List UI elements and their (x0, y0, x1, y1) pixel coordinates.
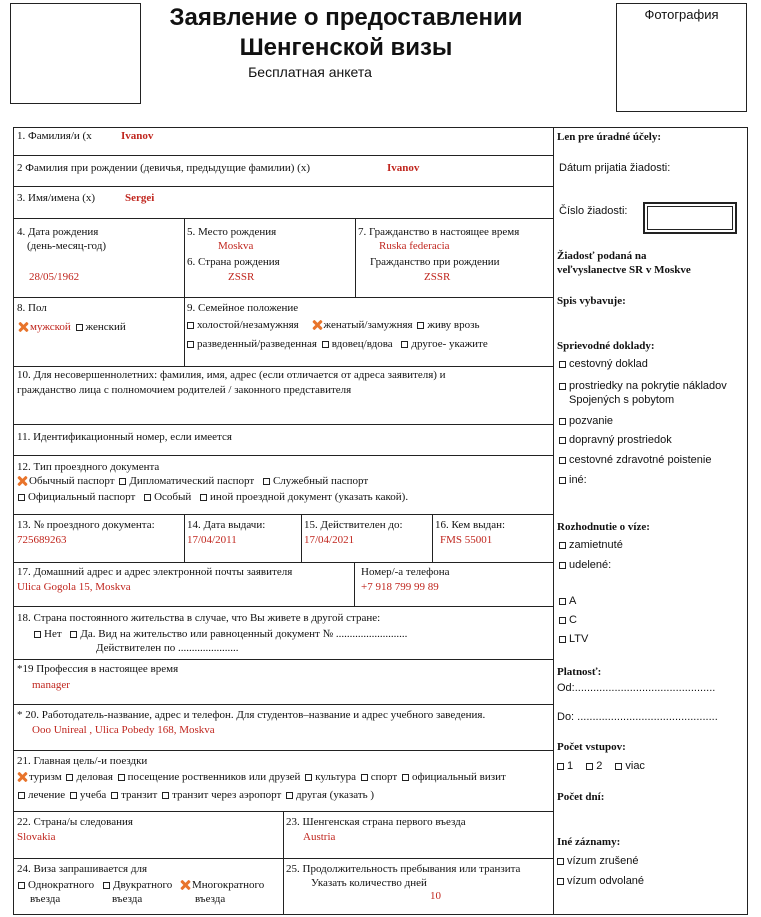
home-address-value[interactable]: Ulica Gogola 15, Moskva (17, 581, 131, 593)
doc-insurance-checkbox[interactable] (559, 457, 566, 464)
official-entries-options: 1 2 viac (555, 760, 645, 773)
birth-country-value[interactable]: ZSSR (228, 271, 255, 283)
marital-single-checkbox[interactable] (187, 322, 194, 329)
purpose-other-checkbox[interactable] (286, 792, 293, 799)
marital-widowed-label: вдовец/вдова (331, 338, 393, 350)
marital-married-checked[interactable] (312, 320, 322, 330)
official-decision-title: Rozhodnutie o víze: (557, 521, 650, 533)
doc-number-label: 13. № проездного документа: (17, 519, 155, 531)
employer-label: * 20. Работодатель-название, адрес и телефон. Для студентов–название и адрес учебного заведения. (17, 709, 486, 721)
purpose-transit-checkbox[interactable] (111, 792, 118, 799)
official-dec-2: udelené: (557, 559, 611, 572)
doc-other-official-checkbox[interactable] (559, 477, 566, 484)
official-entries-title: Počet vstupov: (557, 741, 626, 753)
official-doc-3: pozvanie (557, 415, 613, 428)
issued-by-value[interactable]: FMS 55001 (440, 534, 493, 546)
doc-official-checkbox[interactable] (18, 494, 25, 501)
purpose-study-label: учеба (79, 789, 107, 801)
doc-transport-checkbox[interactable] (559, 437, 566, 444)
doc-service-checkbox[interactable] (263, 478, 270, 485)
doc-special-label: Особый (154, 491, 192, 503)
purpose-visit-checkbox[interactable] (118, 774, 125, 781)
doc-diplomatic-checkbox[interactable] (119, 478, 126, 485)
minor-guardian-label-1: 10. Для несовершеннолетних: фамилия, имя, адрес (если отличается от адреса заявителя) и (17, 369, 446, 381)
residence-no-label: Нет (44, 628, 62, 640)
purpose-business-label: деловая (76, 771, 113, 783)
residence-label: 18. Страна постоянного жительства в случае, что Вы живете в другой стране: (17, 612, 381, 624)
minor-guardian-label-2: гражданство лица с полномочием родителей / законного представителя (17, 384, 352, 396)
entry-multiple-word: въезда (195, 893, 226, 905)
official-validity: Platnosť: (557, 666, 602, 678)
residence-no-checkbox[interactable] (34, 631, 41, 638)
issue-date-label: 14. Дата выдачи: (187, 519, 266, 531)
marital-row1 (185, 319, 480, 332)
purpose-transit-label: транзит (121, 789, 158, 801)
purpose-other-label: другая (указать ) (296, 789, 375, 801)
trip-purpose-row1 (16, 771, 506, 784)
purpose-sport-checkbox[interactable] (361, 774, 368, 781)
doc-invitation-checkbox[interactable] (559, 418, 566, 425)
official-doc-6: iné: (557, 474, 587, 487)
official-title: Len pre úradné účely: (557, 131, 661, 143)
first-entry-label: 23. Шенгенская страна первого въезда (286, 816, 466, 828)
doc-means-checkbox[interactable] (559, 383, 566, 390)
valid-until-value[interactable]: 17/04/2021 (304, 534, 355, 546)
official-app-number: Číslo žiadosti: (559, 205, 628, 217)
page-title-line2: Шенгенской визы (239, 34, 453, 61)
purpose-medical-label: лечение (28, 789, 66, 801)
surname-label: 1. Фамилия/и (x (17, 130, 92, 142)
photo-label: Фотография (644, 7, 719, 22)
sex-male-label: мужской (30, 321, 71, 333)
entries-many-checkbox[interactable] (615, 763, 622, 770)
stay-duration-label: 25. Продолжительность пребывания или транзита (286, 863, 521, 875)
purpose-study-checkbox[interactable] (70, 792, 77, 799)
doc-ordinary-label: Обычный паспорт (29, 475, 115, 487)
purpose-tourism-label: туризм (29, 771, 62, 783)
official-type-a: A (557, 595, 576, 608)
official-submitted-2: veľvyslanectve SR v Moskve (557, 264, 691, 276)
birth-date-value[interactable]: 28/05/1962 (29, 271, 80, 283)
trip-purpose-row2 (16, 789, 374, 802)
official-doc-2: prostriedky na pokrytie nákladov (557, 380, 727, 393)
official-type-ltv: LTV (557, 633, 588, 646)
issued-by-label: 16. Кем выдан: (435, 519, 506, 531)
marital-widowed-checkbox[interactable] (322, 341, 329, 348)
destination-label: 22. Страна/ы следования (17, 816, 133, 828)
phone-value[interactable]: +7 918 799 99 89 (361, 581, 439, 593)
birth-place-value[interactable]: Moskva (218, 240, 254, 252)
official-dec-1: zamietnuté (557, 539, 623, 552)
citizenship-label: 7. Гражданство в настоящее время (358, 226, 520, 238)
doc-other-label: иной проездной документ (указать какой). (210, 491, 409, 503)
entry-double-checkbox[interactable] (103, 882, 110, 889)
marital-married-label: женатый/замужняя (323, 319, 413, 331)
entry-multiple (179, 879, 264, 892)
marital-other-checkbox[interactable] (401, 341, 408, 348)
entry-single-label: Однократного (28, 879, 95, 891)
entries-1-checkbox[interactable] (557, 763, 564, 770)
entries-2-checkbox[interactable] (586, 763, 593, 770)
home-address-label: 17. Домашний адрес и адрес электронной почты заявителя (17, 566, 293, 578)
marital-single-label: холостой/незамужняя (197, 319, 299, 331)
marital-separated-checkbox[interactable] (417, 322, 424, 329)
official-doc-1: cestovný doklad (557, 358, 648, 371)
purpose-culture-label: культура (315, 771, 357, 783)
birth-country-label: 6. Страна рождения (187, 256, 280, 268)
entry-single-checkbox[interactable] (18, 882, 25, 889)
phone-label: Номер/-а телефона (361, 566, 450, 578)
sex-options (17, 321, 126, 334)
entry-single-word: въезда (30, 893, 61, 905)
residence-options (32, 628, 407, 641)
entry-single (16, 879, 94, 892)
sex-female-label: женский (85, 321, 126, 333)
first-entry-value[interactable]: Austria (303, 831, 336, 843)
page-title-line1: Заявление о предоставлении (169, 4, 523, 31)
birth-surname-label: 2 Фамилия при рождении (девичья, предыдущие фамилии) (x) (17, 162, 310, 174)
entry-double-word: въезда (112, 893, 143, 905)
marital-divorced-label: разведенный/разведенная (197, 338, 317, 350)
marital-label: 9. Семейное положение (187, 302, 299, 314)
official-divider (553, 127, 554, 915)
official-date-received: Dátum prijatia žiadosti: (559, 162, 671, 174)
birth-date-label: 4. Дата рождения (17, 226, 99, 238)
entry-double (101, 879, 172, 892)
birth-date-format: (день-месяц-год) (27, 240, 106, 252)
doc-service-label: Служебный паспорт (272, 475, 369, 487)
official-docs-title: Sprievodné doklady: (557, 340, 655, 352)
surname-value[interactable]: Ivanov (121, 130, 154, 142)
official-from: Od:.............................................. (557, 682, 716, 694)
page-subtitle: Бесплатная анкета (248, 64, 372, 80)
doc-official-label: Официальный паспорт (28, 491, 136, 503)
official-other-title: Iné záznamy: (557, 836, 621, 848)
purpose-tourism-checked[interactable] (17, 772, 27, 782)
birth-place-label: 5. Место рождения (187, 226, 277, 238)
visa-revoked-checkbox[interactable] (557, 878, 564, 885)
entry-double-label: Двукратного (113, 879, 173, 891)
purpose-business-checkbox[interactable] (66, 774, 73, 781)
purpose-visit-label: посещение роственников или друзей (127, 771, 301, 783)
travel-doc-row2 (16, 491, 408, 504)
type-ltv-checkbox[interactable] (559, 636, 566, 643)
entry-multiple-label: Многократного (192, 879, 265, 891)
id-number-label: 11. Идентификационный номер, если имеется (17, 431, 232, 443)
residence-yes-checkbox[interactable] (70, 631, 77, 638)
valid-until-label: 15. Действителен до: (304, 519, 403, 531)
visa-cancelled-checkbox[interactable] (557, 858, 564, 865)
official-doc-4: dopravný prostriedok (557, 434, 672, 447)
official-to: Do: .............................................. (557, 711, 718, 723)
entries-requested-label: 24. Виза запрашивается для (17, 863, 148, 875)
destination-value[interactable]: Slovakia (17, 831, 56, 843)
purpose-official-checkbox[interactable] (402, 774, 409, 781)
employer-value[interactable]: Ooo Unireal , Ulica Pobedy 168, Moskva (32, 724, 215, 736)
residence-yes-label: Да. Вид на жительство или равноценный документ № .......................... (80, 628, 408, 640)
occupation-label: *19 Профессия в настоящее время (17, 663, 179, 675)
marital-other-label: другое- укажите (411, 338, 488, 350)
doc-travel-checkbox[interactable] (559, 361, 566, 368)
purpose-airport-transit-label: транзит через аэропорт (172, 789, 282, 801)
travel-doc-row1 (16, 475, 368, 488)
occupation-value[interactable]: manager (32, 679, 70, 691)
doc-ordinary-checked[interactable] (17, 476, 27, 486)
official-type-c: C (557, 614, 577, 627)
doc-diplomatic-label: Дипломатический паспорт (129, 475, 255, 487)
photo-box (616, 3, 747, 112)
travel-doc-type-label: 12. Тип проездного документа (17, 461, 160, 473)
doc-other-checkbox[interactable] (200, 494, 207, 501)
official-doc-2b: Spojených s pobytom (569, 394, 675, 406)
trip-purpose-label: 21. Главная цель/-и поездки (17, 755, 148, 767)
type-a-checkbox[interactable] (559, 598, 566, 605)
issue-date-value[interactable]: 17/04/2011 (187, 534, 237, 546)
official-other-2: vízum odvolané (555, 875, 644, 888)
citizenship-value[interactable]: Ruska federacia (379, 240, 450, 252)
left-photo-box (10, 3, 141, 104)
sex-label: 8. Пол (17, 302, 47, 314)
first-name-value[interactable]: Sergei (125, 192, 155, 204)
entry-multiple-checked[interactable] (180, 880, 190, 890)
official-handled-by: Spis vybavuje: (557, 295, 626, 307)
doc-number-value[interactable]: 725689263 (17, 534, 67, 546)
official-days-title: Počet dní: (557, 791, 605, 803)
marital-divorced-checkbox[interactable] (187, 341, 194, 348)
doc-special-checkbox[interactable] (144, 494, 151, 501)
first-name-label: 3. Имя/имена (x) (17, 192, 96, 204)
stay-days-value[interactable]: 10 (430, 890, 441, 902)
app-number-box[interactable] (643, 202, 737, 234)
birth-surname-value[interactable]: Ivanov (387, 162, 420, 174)
marital-row2 (185, 338, 488, 351)
purpose-sport-label: спорт (370, 771, 398, 783)
official-submitted-1: Žiadosť podaná na (557, 250, 647, 262)
sex-female-checkbox[interactable] (76, 324, 83, 331)
stay-days-label: Указать количество дней (311, 877, 427, 889)
citizenship-birth-label: Гражданство при рождении (370, 256, 500, 268)
purpose-medical-checkbox[interactable] (18, 792, 25, 799)
official-doc-5: cestovné zdravotné poistenie (557, 454, 711, 467)
citizenship-birth-value[interactable]: ZSSR (424, 271, 451, 283)
purpose-official-label: официальный визит (411, 771, 506, 783)
purpose-airport-transit-checkbox[interactable] (162, 792, 169, 799)
purpose-culture-checkbox[interactable] (305, 774, 312, 781)
sex-male-checked[interactable] (18, 322, 28, 332)
type-c-checkbox[interactable] (559, 617, 566, 624)
decision-granted-checkbox[interactable] (559, 562, 566, 569)
marital-separated-label: живу врозь (427, 319, 480, 331)
residence-valid-until: Действителен по ...................... (96, 642, 239, 654)
decision-refused-checkbox[interactable] (559, 542, 566, 549)
official-other-1: vízum zrušené (555, 855, 639, 868)
